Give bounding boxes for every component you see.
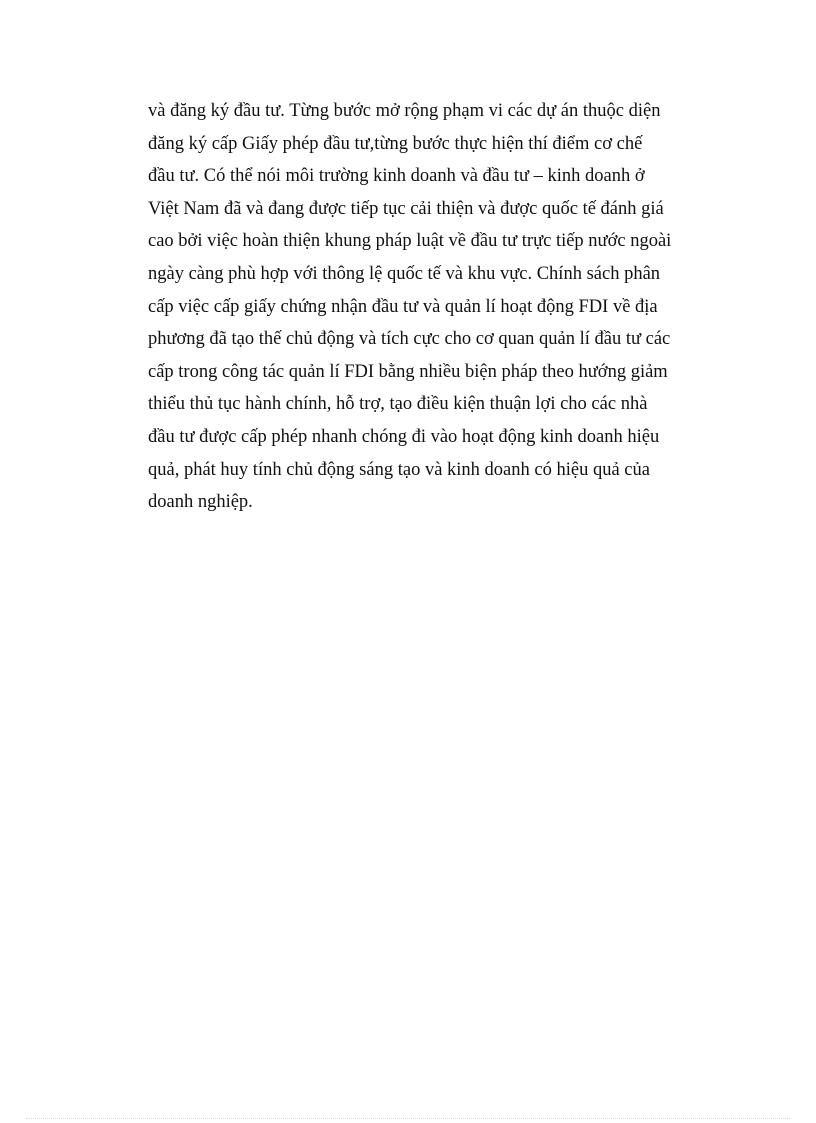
paragraph-line: quả, phát huy tính chủ động sáng tạo và kinh doanh có hiệu quả của bbox=[148, 459, 650, 480]
paragraph-line: Việt Nam đã và đang được tiếp tục cải thiện và được quốc tế đánh giá bbox=[148, 198, 664, 219]
paragraph-line: cấp việc cấp giấy chứng nhận đầu tư và quản lí hoạt động FDI về địa bbox=[148, 296, 658, 317]
paragraph-line: đầu tư. Có thể nói môi trường kinh doanh và đầu tư – kinh doanh ở bbox=[148, 166, 645, 187]
footer-divider bbox=[26, 1118, 790, 1119]
paragraph-line: cấp trong công tác quản lí FDI bằng nhiều biện pháp theo hướng giảm bbox=[148, 361, 668, 382]
paragraph-line: ngày càng phù hợp với thông lệ quốc tế và khu vực. Chính sách phân bbox=[148, 263, 661, 284]
paragraph-line: đăng ký cấp Giấy phép đầu tư,từng bước thực hiện thí điểm cơ chế bbox=[148, 133, 643, 154]
paragraph-line: đầu tư được cấp phép nhanh chóng đi vào hoạt động kinh doanh hiệu bbox=[148, 426, 660, 447]
paragraph-line: doanh nghiệp. bbox=[148, 492, 253, 513]
paragraph-line: thiểu thủ tục hành chính, hỗ trợ, tạo điều kiện thuận lợi cho các nhà bbox=[148, 394, 648, 415]
paragraph-line: phương đã tạo thế chủ động và tích cực cho cơ quan quản lí đầu tư các bbox=[148, 329, 671, 350]
paragraph-line: cao bởi việc hoàn thiện khung pháp luật về đầu tư trực tiếp nước ngoài bbox=[148, 231, 672, 252]
body-paragraph bbox=[148, 95, 708, 519]
paragraph-line: và đăng ký đầu tư. Từng bước mở rộng phạm vi các dự án thuộc diện bbox=[148, 101, 661, 121]
